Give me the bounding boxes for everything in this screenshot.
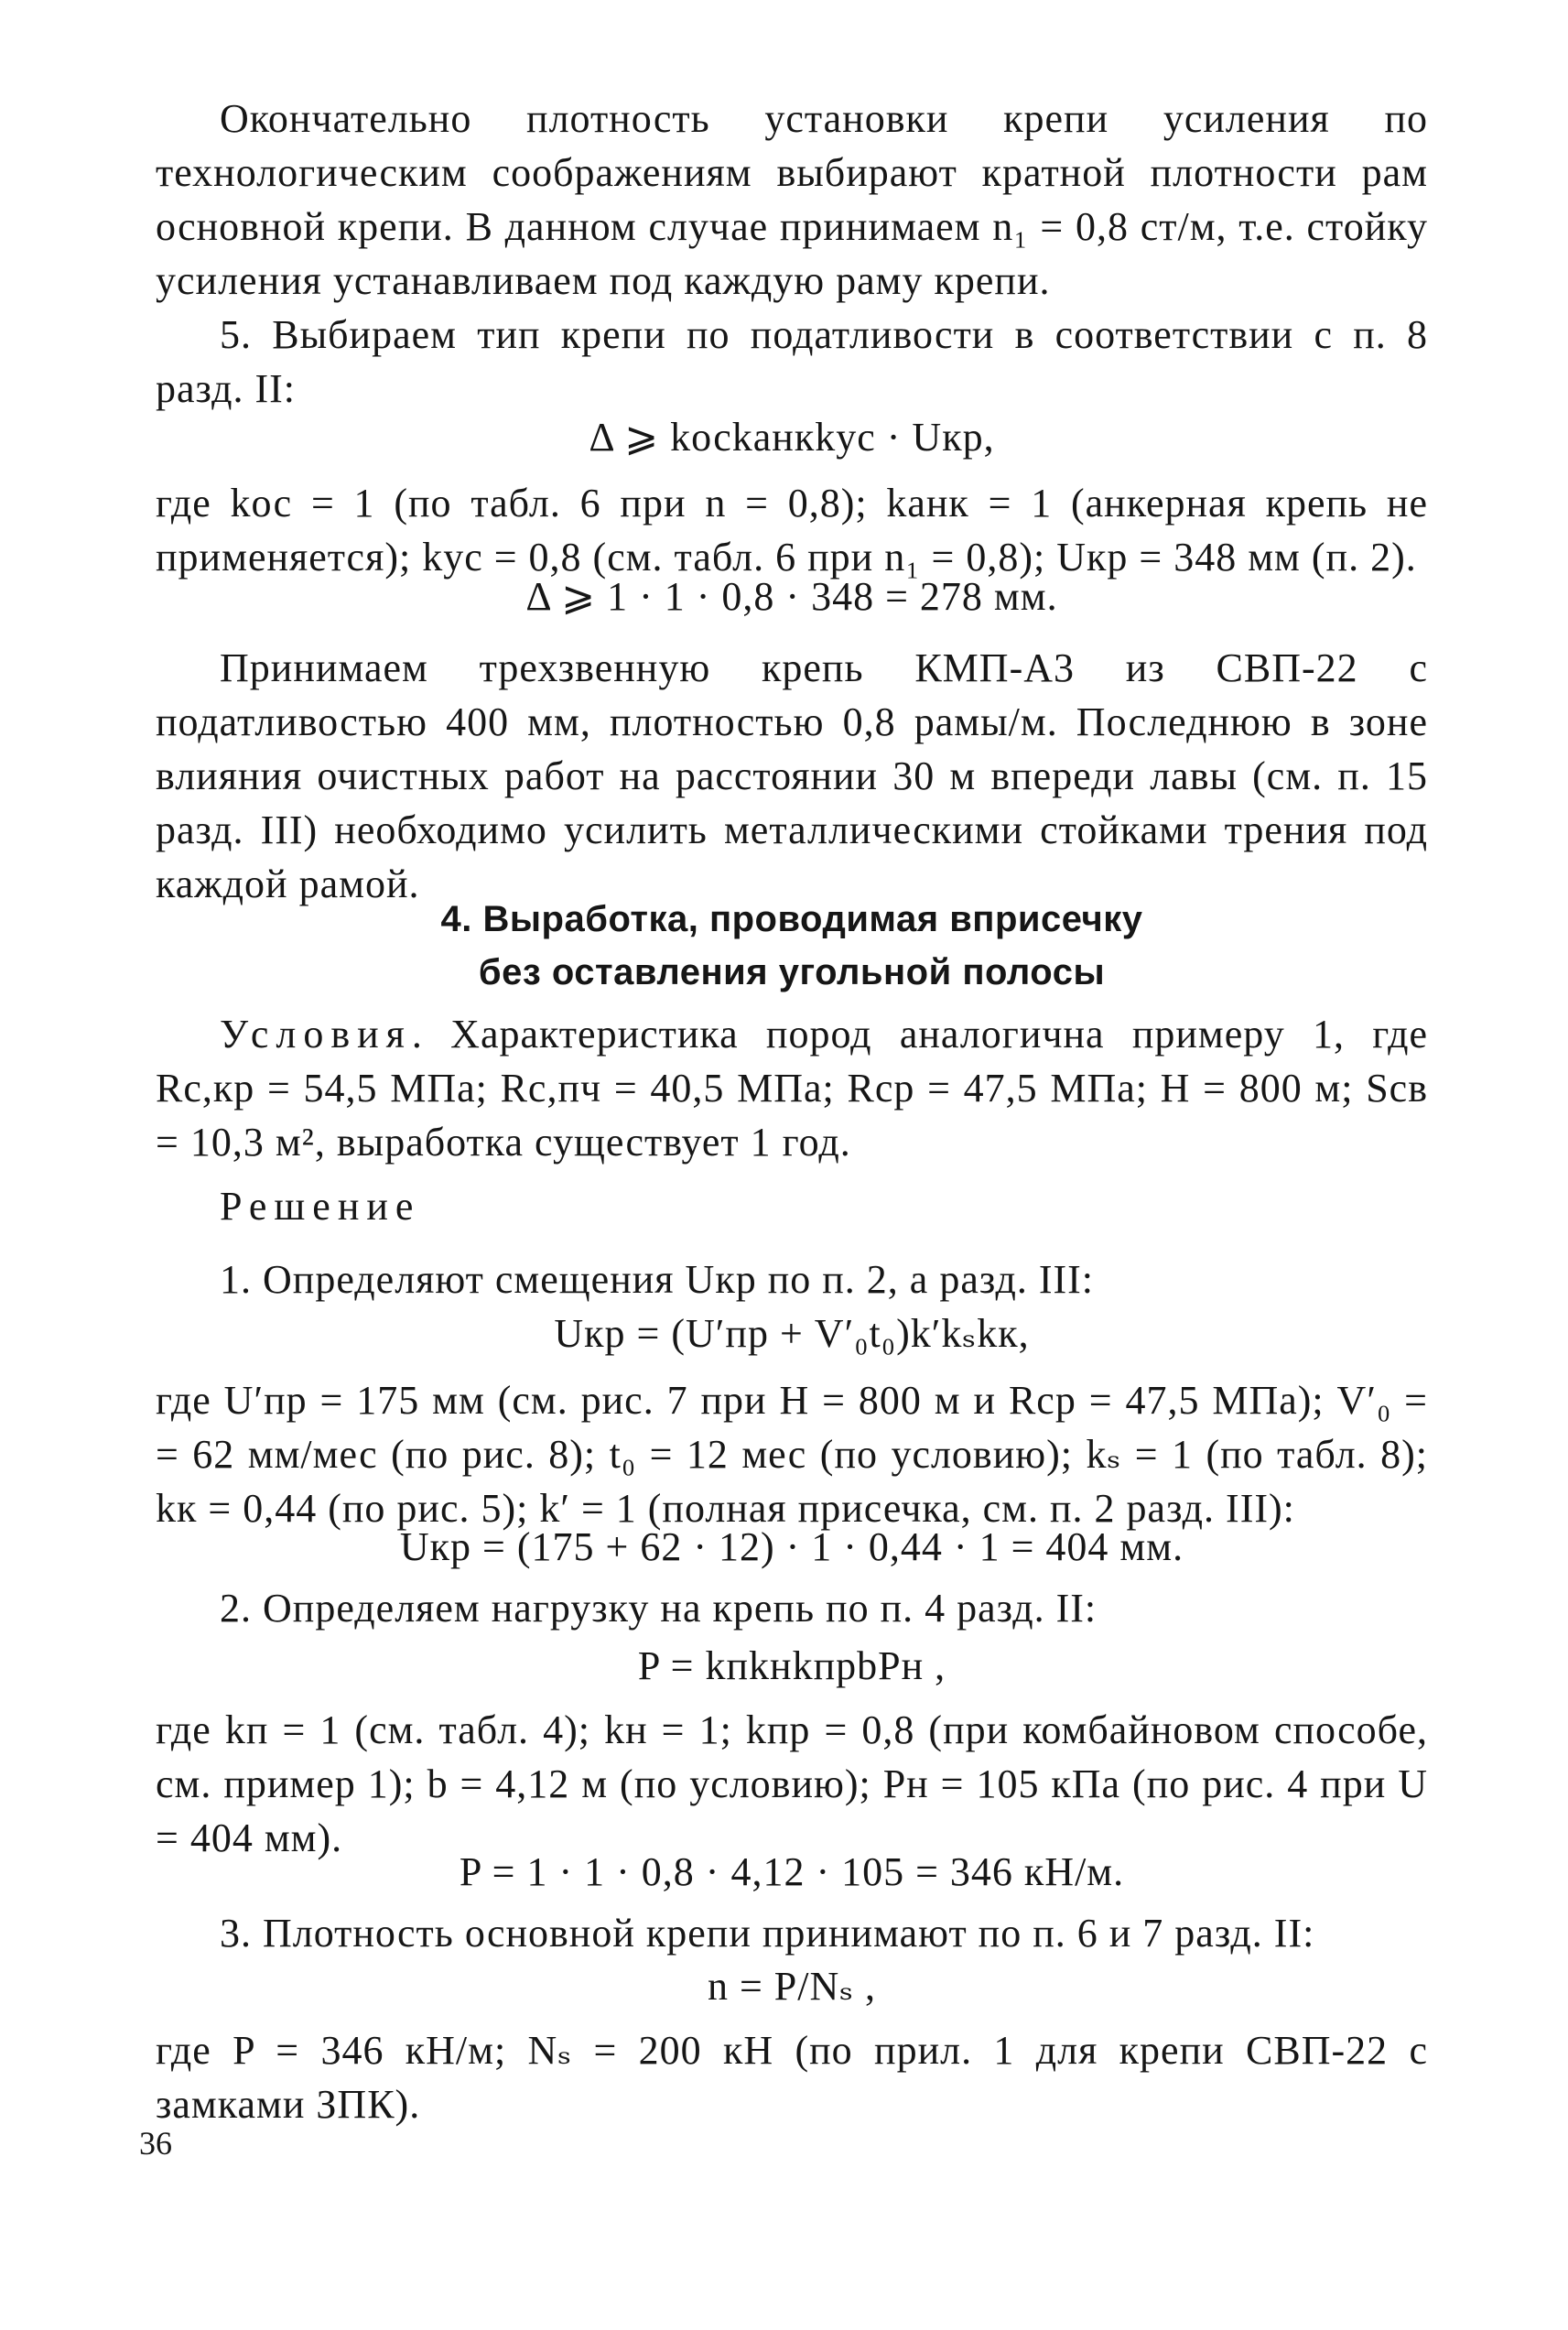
section-heading-line-2: без оставления угольной полосы — [478, 952, 1106, 992]
paragraph-step-5: 5. Выбираем тип крепи по податливости в соответствии с п. 8 разд. II: — [156, 312, 1428, 411]
formula-load-result: P = 1 · 1 · 0,8 · 4,12 · 105 = 346 кН/м. — [459, 1849, 1125, 1894]
conditions-block — [156, 1007, 1428, 1169]
step-3-title: 3. Плотность основной крепи принимают по п. 6 и 7 разд. II: — [220, 1911, 1315, 1956]
paragraph-density-choice: Окончательно плотность установки крепи усиления по технологическим соображениям выбирают кратной плотности рам основной крепи. В данном случае принимаем n₁ = 0,8 ст/м, т.е. стойку усиления устанавливаем под каждую раму крепи. — [156, 96, 1428, 303]
intro-block — [156, 92, 1428, 416]
step-2-where-block — [156, 1703, 1428, 1865]
formula-displacement: Uкр = (U′пр + V′₀t₀)k′kₛkк, — [554, 1311, 1030, 1356]
step-1-title: 1. Определяют смещения Uкр по п. 2, а разд. III: — [220, 1257, 1095, 1302]
section-heading — [156, 893, 1428, 999]
support-choice-block — [156, 641, 1428, 911]
formula-load: P = kпkнkпрbPн , — [637, 1643, 946, 1688]
solution-label: Решение — [220, 1184, 421, 1229]
formula-density: n = P/Nₛ , — [707, 1964, 877, 2009]
conditions-label: Условия — [220, 1012, 412, 1057]
step-2-block — [156, 1581, 1428, 1635]
section-heading-line-1: 4. Выработка, проводимая вприсечку — [440, 899, 1143, 939]
paragraph-conditions — [156, 1007, 1428, 1169]
paragraph-support-choice: Принимаем трехзвенную крепь КМП-А3 из СВП-22 с податливостью 400 мм, плотностью 0,8 рамы/м. Последнюю в зоне влияния очистных работ на расстоянии 30 м впереди лавы (см. п. 15 разд. III) необходимо усилить металлическими стойками трения под каждой рамой. — [156, 645, 1428, 906]
step-2-title: 2. Определяем нагрузку на крепь по п. 4 разд. II: — [220, 1586, 1098, 1631]
step-3-where-block — [156, 2023, 1428, 2131]
step-1-where: где U′пр = 175 мм (см. рис. 7 при H = 800 м и Rср = 47,5 МПа); V′₀ = = 62 мм/мес (по рис. 8); t₀ = 12 мес (по условию); kₛ = 1 (по табл. 8); kк = 0,44 (по рис. 5); k′ = 1 (полная присечка, см. п. 2 разд. III): — [156, 1378, 1428, 1531]
page-number: 36 — [139, 2125, 172, 2162]
step-3-where: где P = 346 кН/м; Nₛ = 200 кН (по прил. 1 для крепи СВП-22 с замками ЗПК). — [156, 2028, 1428, 2127]
conditions-text: . Характеристика пород аналогична примеру 1, где Rс,кр = 54,5 МПа; Rс,пч = 40,5 МПа; Rср = 47,5 МПа; H = 800 м; Sсв = 10,3 м², выработка существует 1 год. — [156, 1012, 1428, 1165]
step-1-block — [156, 1252, 1428, 1306]
coefficients-block — [156, 476, 1428, 584]
step-3-block — [156, 1906, 1428, 1960]
step-1-where-block — [156, 1373, 1428, 1535]
solution-block — [156, 1179, 1428, 1233]
formula-displacement-result: Uкр = (175 + 62 · 12) · 1 · 0,44 · 1 = 404 мм. — [399, 1524, 1184, 1569]
formula-compliance-result: Δ ⩾ 1 · 1 · 0,8 · 348 = 278 мм. — [525, 574, 1058, 619]
step-2-where: где kп = 1 (см. табл. 4); kн = 1; kпр = 0,8 (при комбайновом способе, см. пример 1); b = 4,12 м (по условию); Pн = 105 кПа (по рис. 4 при U = 404 мм). — [156, 1707, 1428, 1860]
paragraph-coefficients: где kос = 1 (по табл. 6 при n = 0,8); kанк = 1 (анкерная крепь не применяется); kус = 0,8 (см. табл. 6 при n₁ = 0,8); Uкр = 348 мм (п. 2). — [156, 481, 1428, 580]
formula-compliance: Δ ⩾ kосkанкkус · Uкр, — [589, 415, 995, 460]
